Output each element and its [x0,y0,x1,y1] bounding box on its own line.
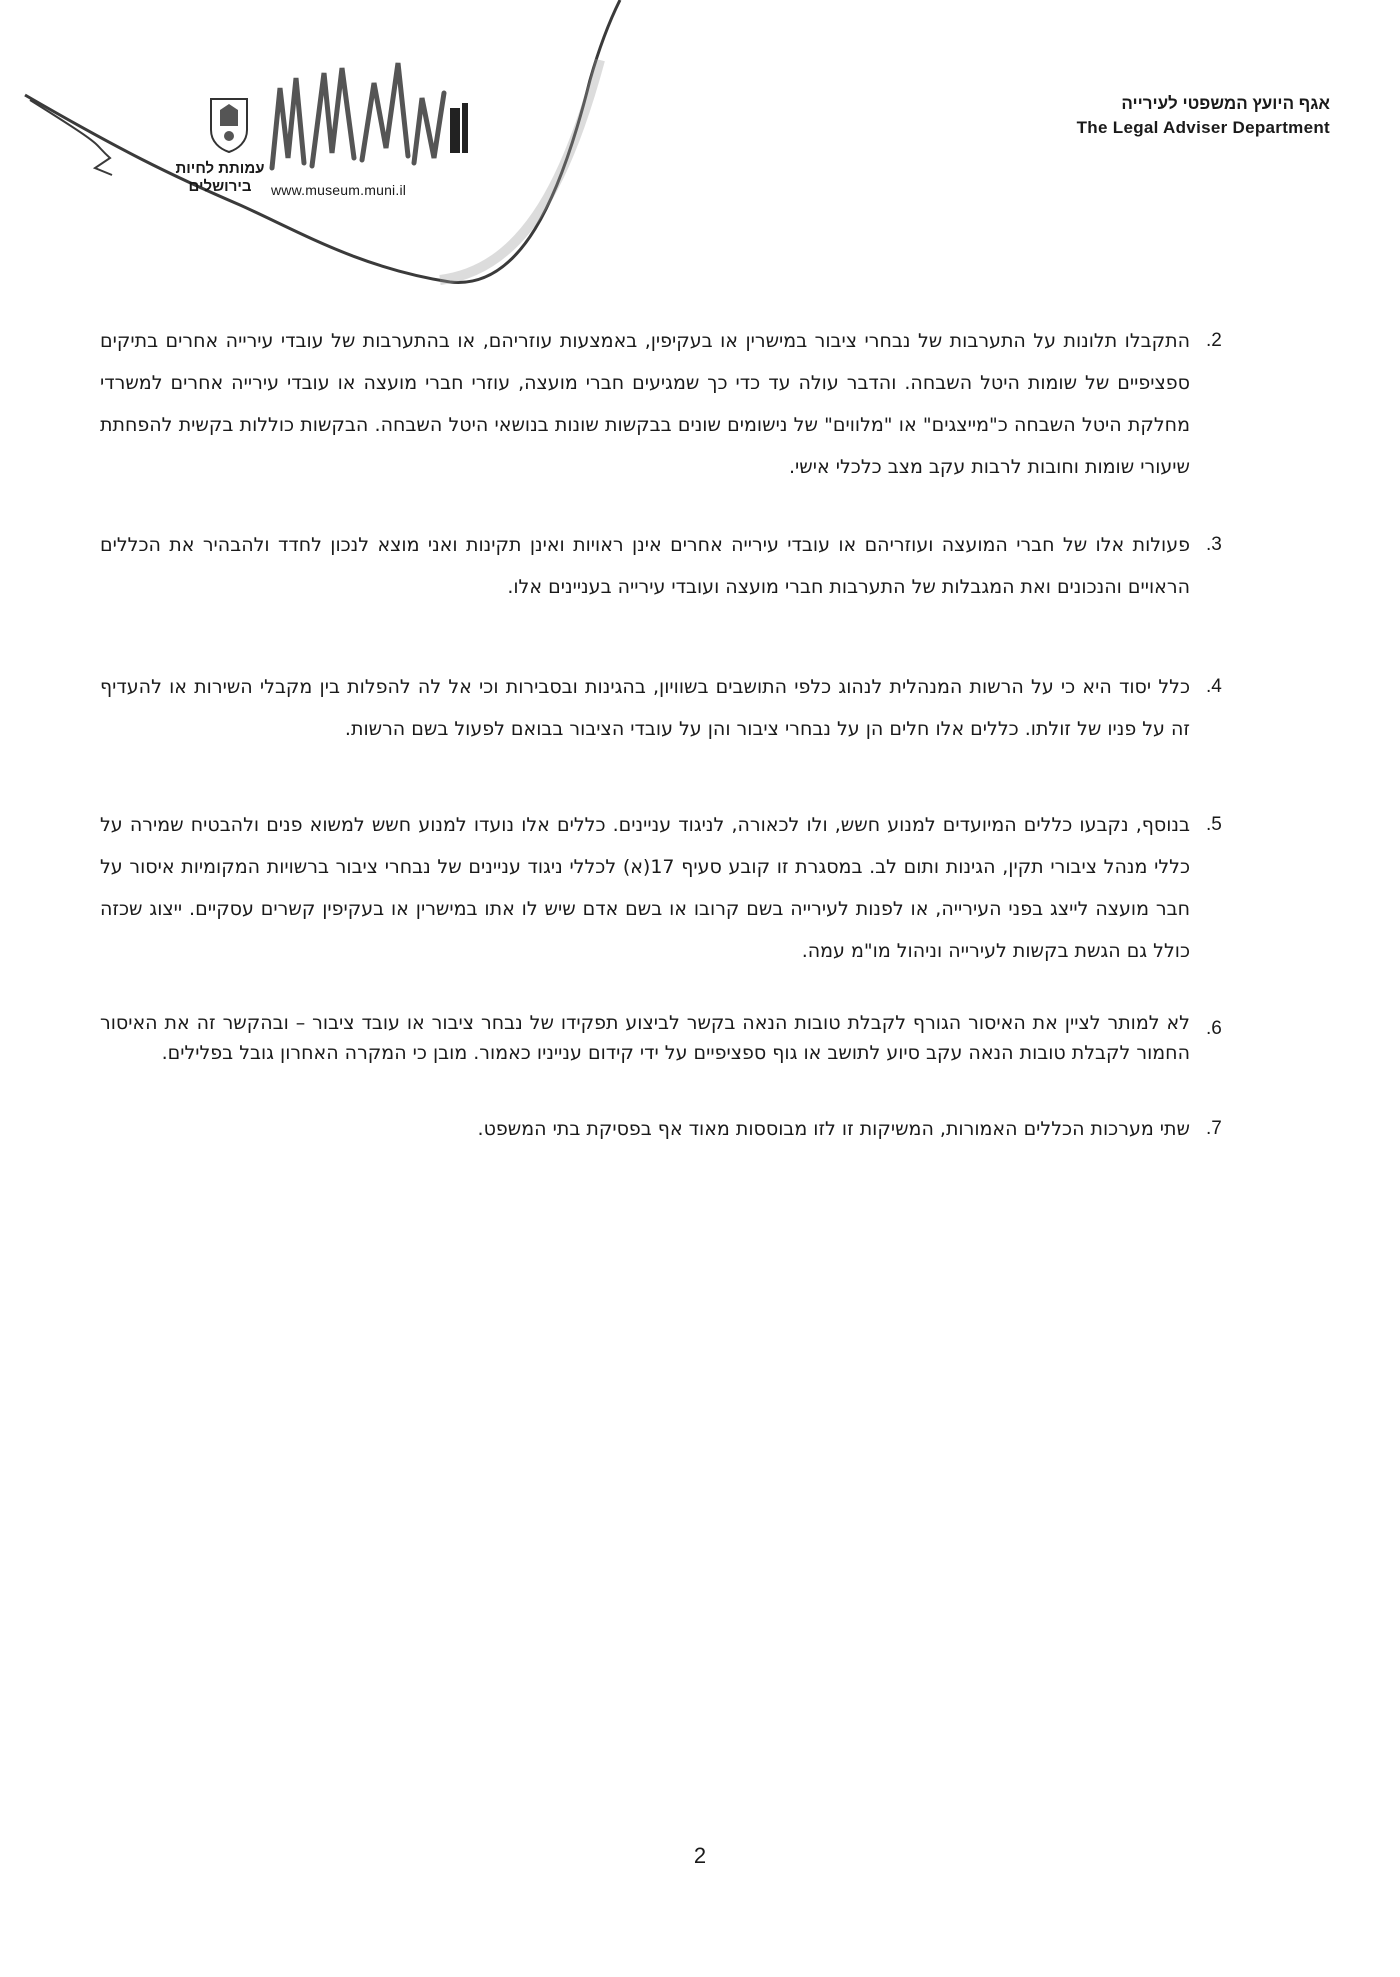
city-crest-icon [208,96,250,154]
numbered-paragraph [100,804,1238,972]
numbered-paragraph [100,666,1238,750]
paragraph-text: שתי מערכות הכללים האמורות, המשיקות זו לזו מבוססות מאוד אף בפסיקת בתי המשפט. [477,1118,1190,1140]
paragraph-number: 2. [1206,330,1222,351]
paragraph-text: כלל יסוד היא כי על הרשות המנהלית לנהוג כלפי התושבים בשוויון, בהגינות ובסבירות וכי אל לה להפלות בין מקבלי השירות או להעדיף זה על פניו של זולתו. כללים אלו חלים הן על נבחרי ציבור והן על עובדי הציבור בבואם לפעול בשם הרשות. [100,676,1190,740]
paragraph-text: התקבלו תלונות על התערבות של נבחרי ציבור במישרין או בעקיפין, באמצעות עוזריהם, או בהתערבות של עובדי עירייה אחרים בתיקים ספציפיים של שומות היטל השבחה. והדבר עולה עד כדי כך שמגיעים חברי מועצה, עוזרי חברי מועצה או עובדי עירייה אחרים למשרדי מחלקת היטל השבחה כ"מייצגים" או "מלווים" של נישומים שונים בבקשות שונות בנושאי היטל השבחה. הבקשות כוללות בקשית להפחתת שיעורי שומות וחובות לרבות עקב מצב כלכלי אישי. [100,330,1190,478]
page-number: 2 [693,1843,707,1868]
numbered-paragraph [100,1108,1238,1150]
paragraph-number: 6. [1206,1018,1222,1039]
letterhead [0,0,1400,290]
museum-website: www.museum.muni.il [271,182,407,198]
museum-logo-line1: עמותת לחיות [175,160,265,177]
numbered-paragraph [100,320,1238,488]
paragraph-number: 7. [1206,1118,1222,1139]
museum-artwork-logo [262,48,472,188]
museum-logo-hebrew [165,160,275,196]
paragraph-text: פעולות אלו של חברי המועצה ועוזריהם או עובדי עירייה אחרים אינן ראויות ואינן תקינות ואני מוצא לנכון לחדד ולהבהיר את הכללים הראויים והנכונים ואת המגבלות של התערבות חברי מועצה ועובדי עירייה בעניינים אלו. [100,534,1190,598]
paragraph-number: 3. [1206,534,1222,555]
department-title [1077,92,1330,140]
letter-body [100,320,1238,1186]
numbered-paragraph [100,524,1238,608]
paragraph-number: 4. [1206,676,1222,697]
numbered-paragraph [100,1008,1238,1068]
paragraph-number: 5. [1206,814,1222,835]
museum-logo-line2: בירושלים [188,178,252,195]
department-title-english: The Legal Adviser Department [1076,118,1330,137]
department-title-hebrew: אגף היועץ המשפטי לעירייה [1121,94,1330,113]
paragraph-text: בנוסף, נקבעו כללים המיועדים למנוע חשש, ולו לכאורה, לניגוד עניינים. כללים אלו נועדו למנוע חשש למשוא פנים ולהבטיח שמירה על כללי מנהל ציבורי תקין, הגינות ותום לב. במסגרת זו קובע סעיף 17(א) לכללי ניגוד עניינים של נבחרי ציבור ברשויות המקומיות איסור על חבר מועצה לייצג בפני העירייה, או לפנות לעירייה בשם קרובו או בשם אדם שיש לו אתו במישרין או בעקיפין קשרים עסקיים. ייצוג שכזה כולל גם הגשת בקשות לעירייה וניהול מו"מ עמה. [100,814,1190,962]
paragraph-text: לא למותר לציין את האיסור הגורף לקבלת טובות הנאה בקשר לביצוע תפקידו של נבחר ציבור או עובד ציבור – ובהקשר זה את האיסור החמור לקבלת טובות הנאה עקב סיוע לתושב או גוף ספציפיים על ידי קידום ענייניו כאמור. מובן כי המקרה האחרון גובל בפלילים. [100,1012,1190,1064]
